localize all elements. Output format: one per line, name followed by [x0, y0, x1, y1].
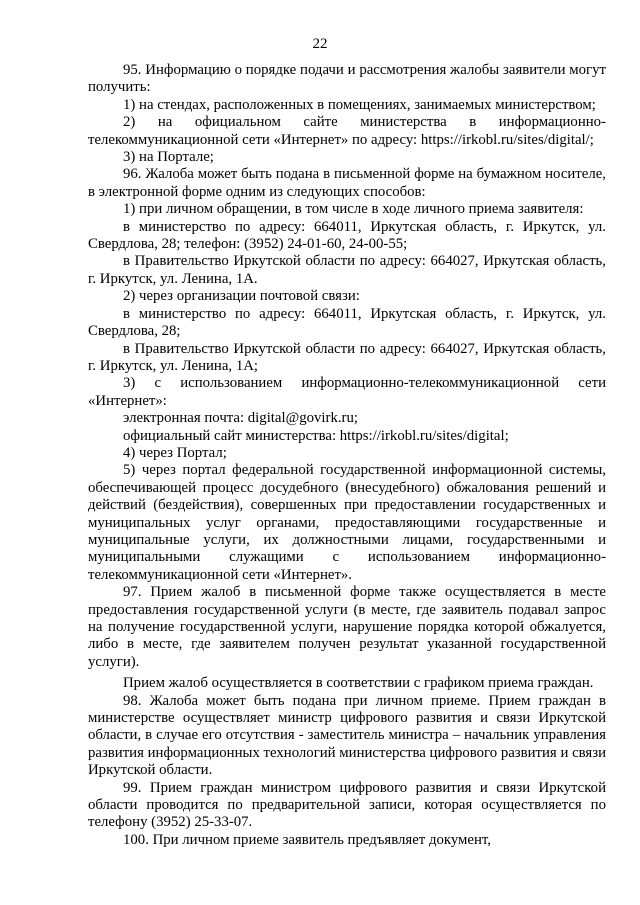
address-ministry-post: в министерство по адресу: 664011, Иркутская область, г. Иркутск, ул. Свердлова, 28; — [88, 305, 606, 340]
paragraph-96-item-2: 2) через организации почтовой связи: — [123, 288, 360, 305]
address-ministry-personal: в министерство по адресу: 664011, Иркутская область, г. Иркутск, ул. Свердлова, 28; телефон: (3952) 24-01-60, 24-00-55; — [88, 218, 606, 253]
paragraph-96: 96. Жалоба может быть подана в письменной форме на бумажном носителе, в электронной форме одним из следующих способов: — [88, 166, 606, 200]
paragraph-95-item-1: 1) на стендах, расположенных в помещениях, занимаемых министерством; — [123, 96, 596, 113]
paragraph-95-item-2: 2) на официальном сайте министерства в информационно-телекоммуникационной сети «Интернет» по адресу: https://irkobl.ru/sites/digital/; — [88, 114, 606, 148]
website-line: официальный сайт министерства: https://irkobl.ru/sites/digital; — [123, 427, 509, 444]
paragraph-98: 98. Жалоба может быть подана при личном приеме. Прием граждан в министерстве осуществляет министр цифрового развития и связи Иркутской области, в случае его отсутствия - заместитель министра – начальник управления развития информационных технологий министерства цифрового развития и связи Иркутской области. — [88, 692, 606, 779]
paragraph-97-schedule: Прием жалоб осуществляется в соответствии с графиком приема граждан. — [123, 675, 594, 692]
address-government-personal: в Правительство Иркутской области по адресу: 664027, Иркутская область, г. Иркутск, ул. Ленина, 1А. — [88, 253, 606, 287]
paragraph-96-item-4: 4) через Портал; — [123, 444, 227, 461]
page-number: 22 — [312, 36, 328, 52]
paragraph-97: 97. Прием жалоб в письменной форме также осуществляется в месте предоставления государственной услуги (в месте, где заявитель подавал запрос на получение государственной услуги, нарушение порядка которой обжалуется, либо в месте, где заявителем получен результат указанной государственной услуги). — [88, 584, 606, 670]
paragraph-95-item-3: 3) на Портале; — [123, 149, 214, 166]
paragraph-95: 95. Информацию о порядке подачи и рассмотрения жалобы заявители могут получить: — [88, 62, 606, 96]
paragraph-100: 100. При личном приеме заявитель предъявляет документ, — [123, 831, 491, 848]
paragraph-96-item-1: 1) при личном обращении, в том числе в ходе личного приема заявителя: — [123, 201, 584, 218]
paragraph-96-item-3: 3) с использованием информационно-телекоммуникационной сети «Интернет»: — [88, 375, 606, 409]
email-line: электронная почта: digital@govirk.ru; — [123, 410, 358, 427]
document-body — [88, 62, 606, 849]
address-government-post: в Правительство Иркутской области по адресу: 664027, Иркутская область, г. Иркутск, ул. Ленина, 1А; — [88, 340, 606, 374]
paragraph-99: 99. Прием граждан министром цифрового развития и связи Иркутской области проводится по предварительной записи, которая осуществляется по телефону (3952) 25-33-07. — [88, 779, 606, 831]
paragraph-96-item-5: 5) через портал федеральной государственной информационной системы, обеспечивающей процесс досудебного (внесудебного) обжалования решений и действий (бездействия), совершенных при предоставлении государственных и муниципальных услуг органами, предоставляющими государственные и муниципальные услуги, их должностными лицами, государственными и муниципальными служащими с использованием информационно-телекоммуникационной сети «Интернет». — [88, 462, 606, 583]
